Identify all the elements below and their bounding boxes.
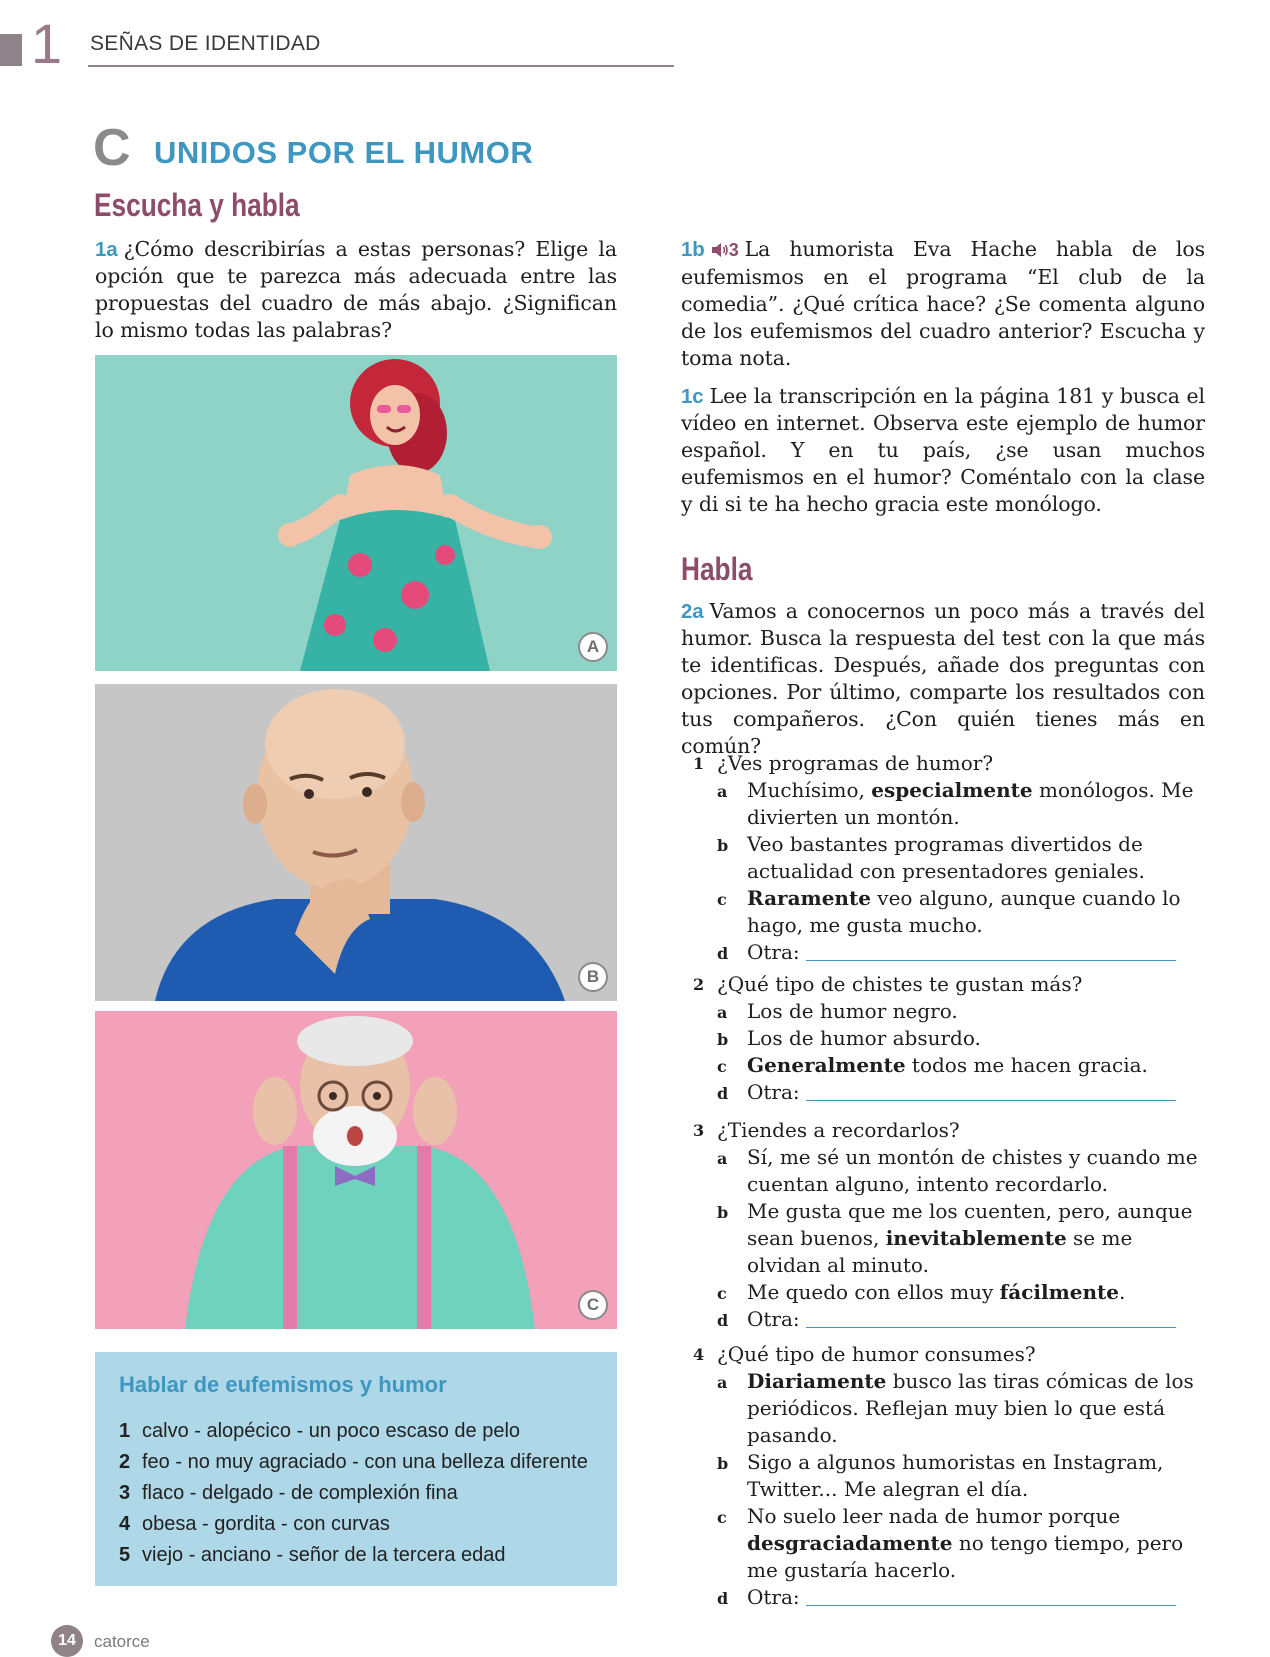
option-text: Los de humor absurdo. [747,1026,981,1050]
option-bold-text: fácilmente [999,1280,1119,1304]
photo-a [95,355,617,671]
vocab-item-text: flaco - delgado - de complexión fina [142,1482,458,1504]
option-letter: b [717,1203,729,1222]
question-number: 2 [693,975,705,994]
option-text: monólogos. Me divierten un montón. [747,778,1194,829]
question-text: ¿Qué tipo de humor consumes? [717,1342,1036,1366]
option-text: Me gusta que me los cuenten, pero, aunque sean buenos, [747,1199,1193,1250]
vocab-item-text: viejo - anciano - señor de la tercera edad [142,1544,506,1566]
option-letter: d [717,1311,729,1330]
test-question-3 [681,1117,1205,1333]
exercise-1b [681,236,1205,372]
option-text: veo alguno, aunque cuando lo hago, me gusta mucho. [747,886,1181,937]
photo-label-b: B [578,962,608,992]
answer-blank-line[interactable] [806,1099,1176,1101]
option-text: Sigo a algunos humoristas en Instagram, Twitter... Me alegran el día. [747,1450,1164,1501]
humor-test [681,971,1205,1106]
question-options [717,1144,1205,1333]
vocab-item [119,1447,588,1478]
option-text: no tengo tiempo, pero me gustaría hacerlo. [747,1531,1184,1582]
option-letter: d [717,944,729,963]
vocab-item-number: 2 [119,1451,131,1473]
answer-option[interactable] [717,1025,1205,1052]
vocab-item [119,1478,588,1509]
exercise-label-1c: 1c [681,385,704,408]
question-text: ¿Tiendes a recordarlos? [717,1118,960,1142]
option-letter: c [717,1284,727,1303]
option-bold-text: desgraciadamente [747,1531,953,1555]
answer-option[interactable] [717,1052,1205,1079]
header-rule [88,65,674,67]
answer-option-other[interactable] [717,1584,1205,1611]
answer-option[interactable] [717,998,1205,1025]
vocab-item [119,1416,588,1447]
vocab-box [95,1352,617,1586]
option-bold-text: especialmente [871,778,1033,802]
option-letter: b [717,1454,729,1473]
question-options [717,1368,1205,1611]
option-letter: d [717,1084,729,1103]
exercise-label-1b: 1b [681,238,705,261]
option-letter: a [717,1373,728,1392]
subhead-habla: Habla [681,551,753,587]
exercise-1c [681,383,1205,518]
question-options [717,998,1205,1106]
option-text: Otra: [747,1307,800,1331]
test-question-1 [681,750,1205,966]
exercise-label-2a: 2a [681,600,704,623]
exercise-1c-text: Lee la transcripción en la página 181 y busca el vídeo en internet. Observa este ejemplo de humor español. Y en tu país, ¿se usan muchos eufemismos en el humor? Coméntalo con la clase y di si te ha hecho gracia este monólogo. [681,384,1205,516]
option-letter: c [717,890,727,909]
exercise-1a [95,236,617,344]
vocab-item [119,1540,588,1571]
answer-option-other[interactable] [717,1306,1205,1333]
option-letter: c [717,1057,727,1076]
option-text: Otra: [747,1585,800,1609]
question-options [717,777,1205,966]
section-title: UNIDOS POR EL HUMOR [154,135,534,170]
unit-number: 1 [31,12,63,75]
unit-title: SEÑAS DE IDENTIDAD [90,32,321,55]
answer-blank-line[interactable] [806,1326,1176,1328]
vocab-item-number: 4 [119,1513,131,1535]
photo-label-c: C [578,1290,608,1320]
answer-option-other[interactable] [717,939,1205,966]
option-text: No suelo leer nada de humor porque [747,1504,1121,1528]
option-bold-text: Generalmente [747,1053,906,1077]
option-text: Otra: [747,1080,800,1104]
option-bold-text: Diariamente [747,1369,887,1393]
exercise-2a-text: Vamos a conocernos un poco más a través del humor. Busca la respuesta del test con la que más te identificas. Después, añade dos preguntas con opciones. Por último, comparte los resultados con tus compañeros. ¿Con quién tienes más en común? [681,599,1205,758]
humor-test [681,1341,1205,1611]
vocab-item-text: obesa - gordita - con curvas [142,1513,390,1535]
exercise-2a [681,598,1205,760]
vocab-item-text: feo - no muy agraciado - con una belleza diferente [142,1451,588,1473]
answer-blank-line[interactable] [806,959,1176,961]
option-text: Otra: [747,940,800,964]
audio-track-number: 3 [728,240,739,260]
option-bold-text: inevitablemente [885,1226,1067,1250]
answer-option[interactable] [717,831,1205,885]
option-text: Muchísimo, [747,778,872,802]
option-letter: a [717,1149,728,1168]
question-number: 3 [693,1121,705,1140]
vocab-item-number: 5 [119,1544,131,1566]
audio-track-badge[interactable] [711,237,739,264]
vocab-item [119,1509,588,1540]
exercise-1b-text: La humorista Eva Hache habla de los eufemismos en el programa “El club de la comedia”. ¿Qué crítica hace? ¿Se comenta alguno de los eufemismos del cuadro anterior? Escucha y toma nota. [681,237,1205,370]
exercise-1a-text: ¿Cómo describirías a estas personas? Elige la opción que te parezca más adecuada entre las propuestas del cuadro de más abajo. ¿Significan lo mismo todas las palabras? [95,237,617,342]
photo-label-a: A [578,632,608,662]
old-man-glasses-surprised-icon [95,1011,617,1329]
question-number: 1 [693,754,705,773]
humor-test [681,750,1205,966]
humor-test [681,1117,1205,1333]
answer-option[interactable] [717,1368,1205,1449]
page-number-badge: 14 [51,1625,83,1657]
answer-option-other[interactable] [717,1079,1205,1106]
photo-c [95,1011,617,1329]
answer-option[interactable] [717,1449,1205,1503]
test-question-2 [681,971,1205,1106]
answer-option[interactable] [717,1503,1205,1584]
option-text: todos me hacen gracia. [905,1053,1148,1077]
exercise-label-1a: 1a [95,238,118,261]
answer-option[interactable] [717,777,1205,831]
option-letter: a [717,782,728,801]
question-number: 4 [693,1345,705,1364]
option-text: . [1119,1280,1126,1304]
option-text: Los de humor negro. [747,999,958,1023]
vocab-item-number: 1 [119,1420,131,1442]
section-letter: C [93,119,131,177]
answer-option[interactable] [717,1198,1205,1279]
photo-b [95,684,617,1001]
option-letter: d [717,1589,729,1608]
answer-option[interactable] [717,1279,1205,1306]
bald-man-thinking-icon [95,684,617,1001]
option-text: Veo bastantes programas divertidos de actualidad con presentadores geniales. [747,832,1145,883]
option-letter: b [717,1030,729,1049]
option-text: se me olvidan al minuto. [747,1226,1133,1277]
vocab-list [119,1416,588,1571]
test-question-4 [681,1341,1205,1611]
answer-option[interactable] [717,1144,1205,1198]
option-text: Me quedo con ellos muy [747,1280,1000,1304]
option-letter: b [717,836,729,855]
woman-red-hair-dancing-icon [95,355,617,671]
unit-tab [0,34,22,66]
question-text: ¿Ves programas de humor? [717,751,994,775]
vocab-box-title: Hablar de eufemismos y humor [119,1372,447,1397]
option-letter: a [717,1003,728,1022]
vocab-item-number: 3 [119,1482,131,1504]
option-bold-text: Raramente [747,886,871,910]
option-letter: c [717,1508,727,1527]
answer-blank-line[interactable] [806,1604,1176,1606]
question-text: ¿Qué tipo de chistes te gustan más? [717,972,1083,996]
page-number-word: catorce [94,1632,150,1651]
answer-option[interactable] [717,885,1205,939]
option-text: Sí, me sé un montón de chistes y cuando me cuentan alguno, intento recordarlo. [747,1145,1198,1196]
vocab-item-text: calvo - alopécico - un poco escaso de pelo [142,1420,521,1442]
speaker-icon [711,242,729,258]
subhead-escucha-y-habla: Escucha y habla [94,187,300,223]
option-text: busco las tiras cómicas de los periódicos. Reflejan muy bien lo que está pasando. [747,1369,1194,1447]
